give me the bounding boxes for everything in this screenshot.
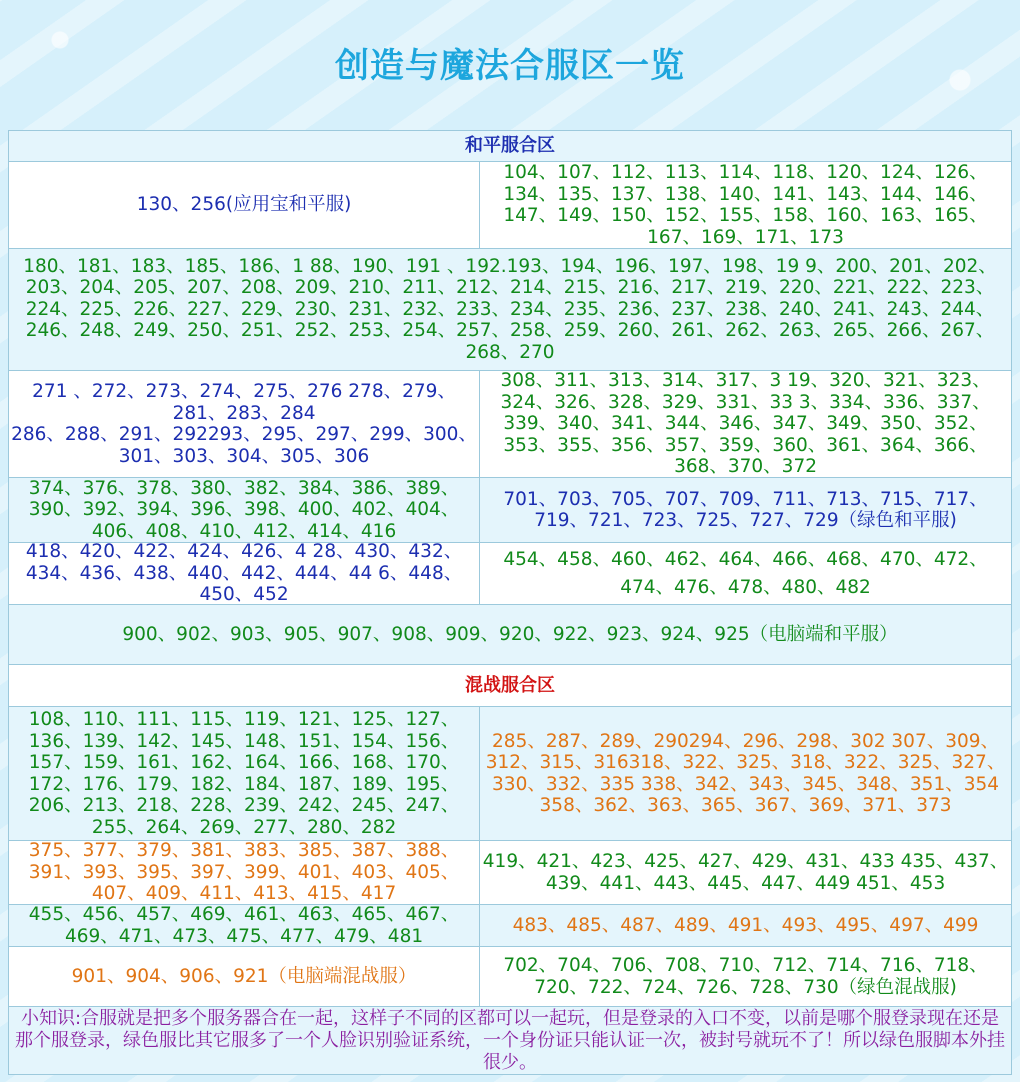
peace-row-6 bbox=[9, 604, 1011, 664]
merge-table bbox=[8, 130, 1012, 1075]
peace-r3-right: 308、311、313、314、317、3 19、320、321、323、324、326、328、329、331、33 3、334、336、337、339、340、341、344、346、347、349、350、352、353、355、356、357、359、360、361、364、366、368、370、372 bbox=[480, 371, 1011, 477]
war-r3-right: 483、485、487、489、491、493、495、497、499 bbox=[480, 905, 1011, 946]
page-title: 创造与魔法合服区一览 bbox=[335, 46, 685, 86]
peace-section-header: 和平服合区 bbox=[9, 131, 1011, 161]
war-r4-right: 702、704、706、708、710、712、714、716、718、720、722、724、726、728、730（绿色混战服) bbox=[480, 947, 1011, 1006]
war-r1-right-a: 285、287、289、290294、296、298、302 307、309、312、315、316318、322、325、318、322、325、327、330、332、335 338、342、343、345、348、351、354 bbox=[485, 730, 1006, 795]
peace-r1-right: 104、107、112、113、114、118、120、124、126、134、135、137、138、140、141、143、144、146、147、149、150、152、155、158、160、163、165、167、169、171、173 bbox=[480, 162, 1011, 248]
peace-r3-left-b: 286、288、291、292293、295、297、299、300、301、303、304、305、306 bbox=[11, 424, 477, 467]
tip-row bbox=[9, 1006, 1011, 1074]
peace-r5-right: 454、458、460、462、464、466、468、470、472、474、476、478、480、482 bbox=[480, 543, 1011, 604]
war-r3-left: 455、456、457、469、461、463、465、467、469、471、473、475、477、479、481 bbox=[9, 905, 480, 946]
peace-row-2 bbox=[9, 248, 1011, 370]
war-r4-left: 901、904、906、921（电脑端混战服） bbox=[9, 947, 480, 1006]
peace-r2-full: 180、181、183、185、186、1 88、190、191 、192.193、194、196、197、198、19 9、200、201、202、203、204、205、207、208、209、210、211、212、214、215、216、217、219、220、221、222、223、224、225、226、227、229、230、231、232、233、234、235、236、237、238、240、241、243、244、246、248、249、250、251、252、253、254、257、258、259、260、261、262、263、265、266、267、268、270 bbox=[9, 249, 1011, 370]
war-section-header: 混战服合区 bbox=[9, 665, 1011, 706]
peace-r4-left: 374、376、378、380、382、384、386、389、390、392、394、396、398、400、402、404、406、408、410、412、414、416 bbox=[9, 478, 480, 542]
peace-r6-full: 900、902、903、905、907、908、909、920、922、923、924、925（电脑端和平服） bbox=[9, 605, 1011, 664]
war-r2-right: 419、421、423、425、427、429、431、433 435、437、439、441、443、445、447、449 451、453 bbox=[480, 841, 1011, 904]
war-row-4 bbox=[9, 946, 1011, 1006]
war-r2-left: 375、377、379、381、383、385、387、388、391、393、395、397、399、401、403、405、407、409、411、413、415、417 bbox=[9, 841, 480, 904]
war-r1-right bbox=[480, 707, 1011, 840]
peace-header-row bbox=[9, 131, 1011, 161]
war-row-1 bbox=[9, 706, 1011, 840]
peace-r3-left bbox=[9, 371, 480, 477]
peace-row-5 bbox=[9, 542, 1011, 604]
war-header-row bbox=[9, 664, 1011, 706]
peace-row-4 bbox=[9, 477, 1011, 542]
war-r1-right-b: 358、362、363、365、367、369、371、373 bbox=[539, 795, 952, 816]
peace-row-3 bbox=[9, 370, 1011, 477]
peace-row-1 bbox=[9, 161, 1011, 248]
war-r1-left: 108、110、111、115、119、121、125、127、136、139、142、145、148、151、154、156、157、159、161、162、164、166、168、170、172、176、179、182、184、187、189、195、206、213、218、228、239、242、245、247、255、264、269、277、280、282 bbox=[9, 707, 480, 840]
war-row-2 bbox=[9, 840, 1011, 904]
peace-r1-left: 130、256(应用宝和平服) bbox=[9, 162, 480, 248]
peace-r5-left: 418、420、422、424、426、4 28、430、432、434、436、438、440、442、444、44 6、448、450、452 bbox=[9, 543, 480, 604]
peace-r3-left-a: 271 、272、273、274、275、276 278、279、281、283、284 bbox=[32, 381, 456, 424]
war-row-3 bbox=[9, 904, 1011, 946]
tip-text: 小知识:合服就是把多个服务器合在一起，这样子不同的区都可以一起玩，但是登录的入口不变，以前是哪个服登录现在还是那个服登录，绿色服比其它服多了一个人脸识别验证系统，一个身份证只能认证一次，被封号就玩不了！所以绿色服脚本外挂很少。 bbox=[9, 1007, 1011, 1074]
peace-r4-right: 701、703、705、707、709、711、713、715、717、719、721、723、725、727、729（绿色和平服) bbox=[480, 478, 1011, 542]
